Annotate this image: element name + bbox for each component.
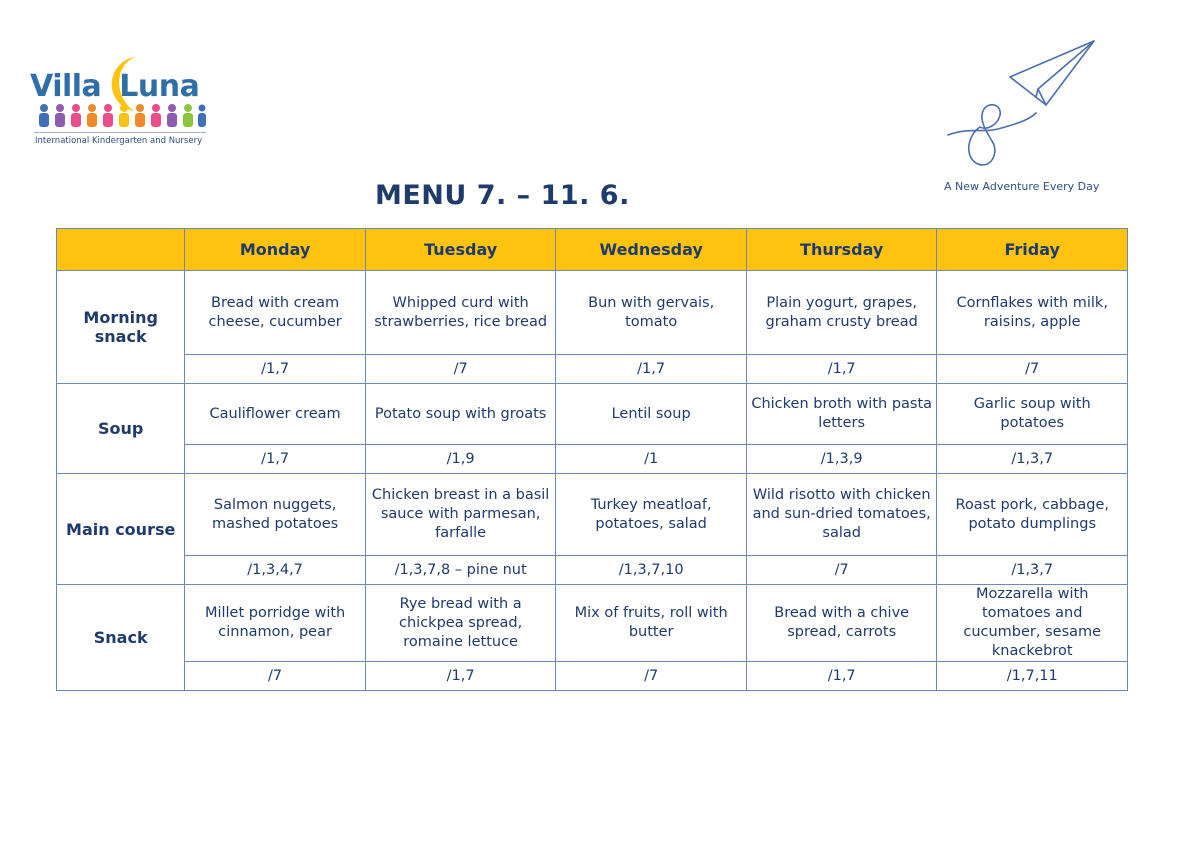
allergen-cell: /1,7 bbox=[185, 445, 366, 474]
allergen-cell: /1,7 bbox=[746, 662, 937, 691]
table-row bbox=[57, 384, 1128, 445]
dish-cell: Chicken broth with pasta letters bbox=[746, 384, 937, 445]
allergen-cell: /1,9 bbox=[365, 445, 556, 474]
allergen-cell: /7 bbox=[185, 662, 366, 691]
row-label-soup: Soup bbox=[57, 384, 185, 474]
dish-cell: Whipped curd with strawberries, rice bread bbox=[365, 271, 556, 355]
dish-cell: Bun with gervais, tomato bbox=[556, 271, 747, 355]
dish-cell: Chicken breast in a basil sauce with parmesan, farfalle bbox=[365, 474, 556, 556]
dish-cell: Cauliflower cream bbox=[185, 384, 366, 445]
header-friday: Friday bbox=[937, 229, 1128, 271]
row-label-snack: Snack bbox=[57, 585, 185, 691]
allergen-cell: /7 bbox=[746, 556, 937, 585]
logo-divider bbox=[34, 132, 206, 133]
allergen-cell: /1,7 bbox=[365, 662, 556, 691]
dish-cell: Salmon nuggets, mashed potatoes bbox=[185, 474, 366, 556]
table-header-row bbox=[57, 229, 1128, 271]
dish-cell: Millet porridge with cinnamon, pear bbox=[185, 585, 366, 662]
table-row bbox=[57, 474, 1128, 556]
row-label-main-course: Main course bbox=[57, 474, 185, 585]
children-row-icon bbox=[36, 103, 206, 129]
allergen-cell: /7 bbox=[556, 662, 747, 691]
allergen-cell: /1,3,9 bbox=[746, 445, 937, 474]
logo-subtitle: International Kindergarten and Nursery bbox=[35, 136, 203, 146]
dish-cell: Bread with a chive spread, carrots bbox=[746, 585, 937, 662]
dish-cell: Lentil soup bbox=[556, 384, 747, 445]
allergen-cell: /1,3,7,8 – pine nut bbox=[365, 556, 556, 585]
dish-cell: Turkey meatloaf, potatoes, salad bbox=[556, 474, 747, 556]
allergen-cell: /1 bbox=[556, 445, 747, 474]
tagline: A New Adventure Every Day bbox=[944, 180, 1100, 193]
dish-cell: Potato soup with groats bbox=[365, 384, 556, 445]
dish-cell: Plain yogurt, grapes, graham crusty bread bbox=[746, 271, 937, 355]
villa-luna-logo bbox=[30, 55, 220, 150]
allergen-cell: /1,7 bbox=[556, 355, 747, 384]
allergen-cell: /7 bbox=[365, 355, 556, 384]
allergen-cell: /1,3,7 bbox=[937, 556, 1128, 585]
dish-cell: Mozzarella with tomatoes and cucumber, sesame knackebrot bbox=[937, 585, 1128, 662]
allergen-cell: /1,3,4,7 bbox=[185, 556, 366, 585]
dish-cell: Cornflakes with milk, raisins, apple bbox=[937, 271, 1128, 355]
paper-plane-icon bbox=[940, 35, 1105, 175]
logo-brand-right: Luna bbox=[119, 69, 200, 104]
table-row bbox=[57, 585, 1128, 662]
allergen-cell: /1,3,7 bbox=[937, 445, 1128, 474]
logo-brand-left: Villa bbox=[30, 69, 102, 104]
dish-cell: Bread with cream cheese, cucumber bbox=[185, 271, 366, 355]
dish-cell: Garlic soup with potatoes bbox=[937, 384, 1128, 445]
header-tuesday: Tuesday bbox=[365, 229, 556, 271]
row-label-morning-snack: Morning snack bbox=[57, 271, 185, 384]
weekly-menu-table bbox=[56, 228, 1128, 691]
allergen-cell: /1,7 bbox=[746, 355, 937, 384]
allergen-cell: /1,7,11 bbox=[937, 662, 1128, 691]
allergen-cell: /7 bbox=[937, 355, 1128, 384]
allergen-cell: /1,3,7,10 bbox=[556, 556, 747, 585]
page-title: MENU 7. – 11. 6. bbox=[375, 180, 630, 211]
dish-cell: Roast pork, cabbage, potato dumplings bbox=[937, 474, 1128, 556]
dish-cell: Mix of fruits, roll with butter bbox=[556, 585, 747, 662]
header-wednesday: Wednesday bbox=[556, 229, 747, 271]
header-corner bbox=[57, 229, 185, 271]
dish-cell: Wild risotto with chicken and sun-dried tomatoes, salad bbox=[746, 474, 937, 556]
table-row bbox=[57, 271, 1128, 355]
allergen-row bbox=[57, 355, 1128, 384]
allergen-cell: /1,7 bbox=[185, 355, 366, 384]
allergen-row bbox=[57, 662, 1128, 691]
header-monday: Monday bbox=[185, 229, 366, 271]
dish-cell: Rye bread with a chickpea spread, romaine lettuce bbox=[365, 585, 556, 662]
header-thursday: Thursday bbox=[746, 229, 937, 271]
allergen-row bbox=[57, 445, 1128, 474]
allergen-row bbox=[57, 556, 1128, 585]
